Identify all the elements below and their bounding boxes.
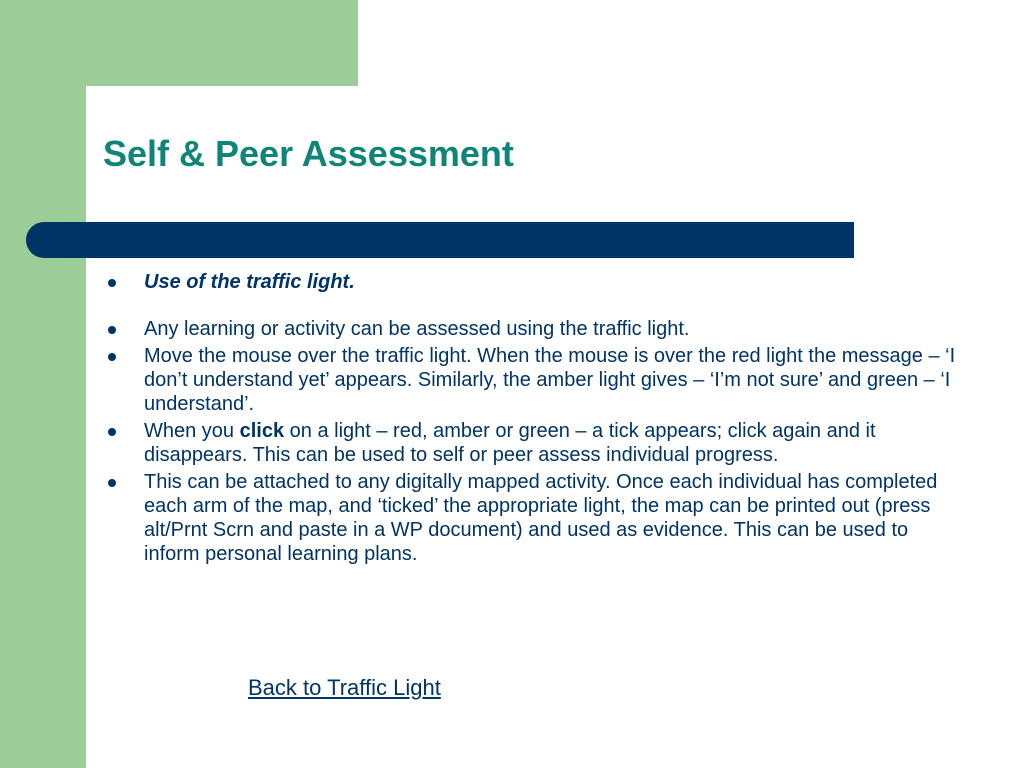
bullet-text: Move the mouse over the traffic light. When the mouse is over the red light the message – ‘I don’t understand yet’ appears. Similarly, the amber light gives – ‘I’m not sure’ and green – ‘I understand’. — [144, 345, 956, 415]
bullet-text — [144, 420, 876, 466]
bullet-dot-icon — [108, 353, 116, 361]
bullet-text: Use of the traffic light. — [144, 271, 355, 293]
bullet-item — [108, 419, 958, 467]
bullet-item — [108, 270, 958, 294]
bullet-dot-icon — [108, 428, 116, 436]
bullet-text-before: When you — [144, 420, 240, 442]
bullet-list — [108, 270, 958, 569]
back-to-traffic-light-link[interactable]: Back to Traffic Light — [248, 675, 441, 700]
green-top-band — [0, 0, 358, 86]
bullet-dot-icon — [108, 279, 116, 287]
bullet-item — [108, 317, 958, 341]
bullet-item — [108, 344, 958, 416]
bullet-text: This can be attached to any digitally mapped activity. Once each individual has completed each arm of the map, and ‘ticked’ the appropriate light, the map can be printed out (press alt/Prnt Scrn and paste in a WP document) and used as evidence. This can be used to inform personal learning plans. — [144, 471, 938, 565]
bullet-dot-icon — [108, 326, 116, 334]
bullet-dot-icon — [108, 479, 116, 487]
bullet-text-after: on a light – red, amber or green – a tick appears; click again and it disappears. This can be used to self or peer assess individual progress. — [144, 420, 876, 466]
bullet-text-bold: click — [239, 420, 285, 442]
green-left-band — [0, 0, 86, 768]
title-divider-bar — [26, 222, 854, 258]
bullet-item — [108, 470, 958, 566]
slide-title: Self & Peer Assessment — [103, 133, 514, 174]
bullet-text: Any learning or activity can be assessed using the traffic light. — [144, 318, 690, 340]
